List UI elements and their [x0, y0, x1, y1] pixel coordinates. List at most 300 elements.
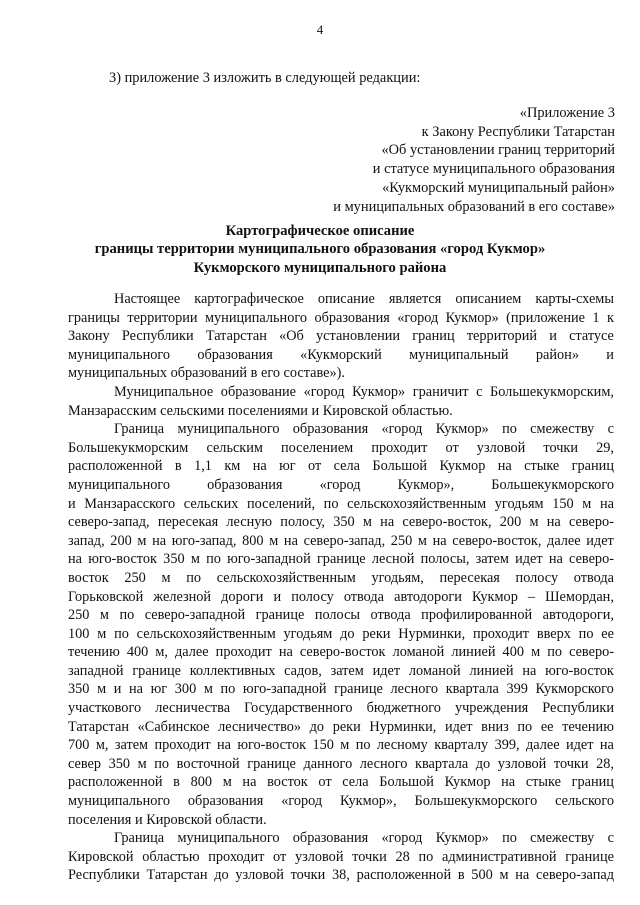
body-word: «город — [381, 421, 423, 438]
body-word: 500 — [471, 867, 493, 884]
body-word: от — [308, 458, 322, 475]
body-word: муниципального — [68, 793, 171, 810]
body-word: Граница — [114, 421, 165, 438]
body-word: образования — [314, 309, 390, 326]
document-title — [0, 222, 640, 277]
body-word: автодороги — [394, 588, 462, 605]
body-line — [68, 588, 614, 607]
body-word: «Сабинское — [137, 718, 210, 735]
body-word: отвода — [573, 569, 614, 586]
body-word: далее — [547, 532, 581, 549]
body-word: к — [606, 309, 614, 326]
body-word: до — [309, 718, 325, 735]
body-word: стыке — [525, 774, 561, 791]
body-word: пересекая — [157, 514, 219, 531]
body-word: 250 — [68, 607, 90, 624]
body-word: полосы — [314, 607, 361, 624]
body-word: автодороги, — [542, 607, 614, 624]
body-word: северо- — [568, 514, 614, 531]
body-word: 1 — [592, 309, 600, 326]
body-word: м — [529, 514, 539, 531]
body-word: вниз — [481, 718, 509, 735]
body-word: сельскими — [160, 402, 228, 419]
body-line — [68, 495, 614, 514]
body-word: течению — [562, 718, 614, 735]
body-word: кварталу — [434, 737, 489, 754]
body-word: по — [517, 718, 533, 735]
body-line — [68, 309, 614, 328]
body-word: расположенной — [68, 774, 163, 791]
body-word: на — [599, 737, 614, 754]
body-line — [68, 773, 614, 792]
body-line — [68, 755, 614, 774]
body-word: затем — [114, 737, 149, 754]
body-word: образование — [220, 383, 296, 400]
body-word: Кукмор», — [397, 476, 455, 493]
body-word: образования — [207, 476, 283, 493]
body-word: полосу — [291, 588, 334, 605]
body-word: север — [68, 755, 102, 772]
body-word: муниципального — [177, 830, 280, 847]
body-word: 350 — [333, 514, 355, 531]
body-word: образования — [292, 421, 369, 438]
body-word: на — [599, 495, 614, 512]
body-word: северо-запад, — [68, 514, 150, 531]
body-word: ее — [540, 718, 554, 735]
body-word: 399, — [494, 737, 520, 754]
body-word: сельскохозяйственным — [136, 625, 276, 642]
body-word: 350 — [163, 551, 185, 568]
body-word: 400 — [502, 644, 524, 661]
body-word: «Кукморский — [300, 346, 382, 363]
body-word: расположенной — [68, 458, 163, 475]
body-word: «город — [381, 830, 423, 847]
body-word: и — [311, 402, 323, 419]
body-word: Кукмор» — [445, 309, 499, 326]
body-word: 100 — [68, 625, 90, 642]
body-word: границе — [565, 848, 614, 865]
body-word: северо-запад — [535, 867, 614, 884]
body-word: и — [606, 346, 614, 363]
body-word: 350 — [68, 681, 90, 698]
body-word: Граница — [114, 830, 165, 847]
body-word: юго-восток — [237, 737, 307, 754]
body-word: по — [323, 495, 339, 512]
body-word: запад, — [68, 532, 105, 549]
body-word: данного — [303, 755, 353, 772]
body-word: муниципального — [177, 421, 280, 438]
body-word: территории — [127, 309, 198, 326]
body-word: проходит — [154, 737, 211, 754]
body-word: является — [388, 291, 442, 307]
body-word: границе — [316, 551, 366, 568]
body-line — [68, 792, 614, 811]
body-word: образования — [197, 346, 273, 363]
body-word: описанием — [455, 291, 522, 307]
body-word: реки — [332, 718, 361, 735]
body-word: 399 — [506, 681, 528, 698]
body-word: западной — [68, 662, 124, 679]
body-word: юг — [279, 458, 296, 475]
body-line — [68, 550, 614, 569]
body-word: с — [476, 383, 483, 400]
body-word: сельского — [555, 793, 614, 810]
body-line — [68, 327, 614, 346]
body-word: по — [206, 551, 221, 568]
body-word: в — [173, 774, 180, 791]
body-word: северо-восток, — [452, 532, 542, 549]
body-line — [68, 346, 614, 365]
body-word: 29, — [596, 439, 614, 456]
body-word: коллективных — [189, 662, 276, 679]
body-word: Государственного — [244, 700, 353, 717]
body-word: узловой — [294, 848, 344, 865]
title-line: Кукморского муниципального района — [193, 259, 447, 276]
body-text — [68, 290, 614, 885]
body-word: м, — [155, 644, 168, 661]
body-word: м, — [95, 737, 109, 754]
body-word: Большой — [372, 458, 428, 475]
body-line — [68, 420, 614, 439]
body-word: 800 — [242, 532, 264, 549]
body-word: узловой — [235, 867, 284, 884]
body-word: Татарстан — [146, 867, 208, 884]
body-word: угодьям — [283, 625, 333, 642]
body-word: ее — [601, 625, 614, 642]
body-word: до — [214, 867, 229, 884]
body-word: по — [114, 625, 129, 642]
body-word: по — [355, 737, 371, 754]
body-word: муниципальный — [409, 346, 509, 363]
body-line — [68, 457, 614, 476]
body-word: восток — [68, 569, 109, 586]
body-word: Закону — [68, 328, 110, 345]
body-word: и — [68, 495, 76, 512]
body-word: лесничество» — [218, 718, 302, 735]
body-word: муниципального — [68, 346, 171, 363]
body-word: северо-восток — [299, 644, 386, 661]
body-word: 150 — [312, 737, 334, 754]
body-word: 400 — [126, 644, 149, 661]
body-word: идет — [586, 532, 614, 549]
body-word: Татарстан — [205, 328, 267, 345]
body-word: Муниципальное — [114, 383, 214, 400]
body-word: ломаной — [392, 644, 445, 661]
body-word: карты-схемы — [535, 291, 614, 307]
body-word: Большекукморским, — [490, 383, 614, 400]
body-word: идет — [565, 737, 594, 754]
body-word: Кукмор — [444, 774, 491, 791]
body-word: м — [362, 514, 372, 531]
body-word: «город — [303, 383, 345, 400]
body-word: проходит — [208, 848, 265, 865]
body-word: юго-восток — [88, 551, 157, 568]
body-word: границ — [571, 774, 614, 791]
body-word: юго-восток — [545, 662, 614, 679]
body-word: граничит — [412, 383, 469, 400]
body-word: реки — [362, 625, 391, 642]
body-word: юго-западной — [227, 551, 311, 568]
body-word: м — [97, 625, 107, 642]
body-word: 300 — [174, 681, 197, 698]
body-word: на — [522, 662, 537, 679]
body-word: области. — [215, 811, 267, 828]
body-word: на — [68, 551, 82, 568]
body-word: Кукмор» — [352, 383, 406, 400]
body-word: Республики — [542, 700, 614, 717]
body-line — [68, 606, 614, 625]
body-word: смежеству — [530, 421, 595, 438]
body-word: лесному — [376, 737, 428, 754]
body-line — [68, 866, 614, 885]
intro-line: 3) приложение 3 изложить в следующей редакции: — [109, 70, 421, 86]
body-word: картографическое — [194, 291, 304, 307]
body-word: территорий — [466, 328, 538, 345]
body-word: идет — [515, 551, 543, 568]
body-word: линией — [469, 662, 514, 679]
body-word: лесную — [226, 514, 273, 531]
body-word: на — [380, 514, 395, 531]
body-word: «город — [319, 476, 361, 493]
body-word: с — [607, 830, 614, 847]
body-word: Большекукморского — [491, 476, 614, 493]
body-word: северо-восток, — [402, 514, 492, 531]
body-word: по — [502, 830, 517, 847]
body-line — [68, 829, 614, 848]
body-word: далее — [525, 737, 560, 754]
body-word: 38, — [331, 867, 350, 884]
body-word: муниципального — [68, 476, 171, 493]
body-word: по — [418, 848, 434, 865]
body-word: по — [186, 569, 202, 586]
body-word: областью — [142, 848, 200, 865]
body-word: полосы, — [420, 551, 470, 568]
body-word: м — [269, 532, 279, 549]
body-word: бюджетного — [366, 700, 441, 717]
body-word: на — [216, 737, 231, 754]
appendix-line: «Приложение 3 — [519, 105, 615, 121]
body-word: в — [174, 458, 182, 475]
body-word: и — [113, 681, 122, 698]
body-word: точки — [290, 867, 326, 884]
body-word: м — [99, 607, 109, 624]
body-word: точки — [352, 848, 387, 865]
body-word: по — [220, 681, 236, 698]
body-word: лесного — [359, 755, 408, 772]
body-word: составе»). — [283, 365, 346, 382]
body-word: в — [457, 867, 465, 884]
body-word: узловой — [497, 755, 547, 772]
body-word: учреждения — [454, 700, 529, 717]
body-word: м — [340, 737, 350, 754]
body-word: – — [527, 588, 536, 605]
body-line — [68, 718, 614, 737]
body-word: 700 — [68, 737, 90, 754]
body-word: и — [134, 811, 147, 828]
body-word: смежеству — [530, 830, 595, 847]
body-word: сельскохозяйственным — [216, 569, 356, 586]
body-word: Нурминки, — [398, 625, 466, 642]
body-word: на — [546, 514, 561, 531]
body-word: северо- — [569, 551, 614, 568]
appendix-line: и статусе муниципального образования — [372, 161, 615, 178]
body-word: 150 — [552, 495, 574, 512]
body-word: границ — [412, 328, 455, 345]
body-word: образования — [187, 793, 264, 810]
body-word: Кукмор», — [340, 793, 397, 810]
body-word: на — [515, 867, 530, 884]
body-word: Шемордан, — [545, 588, 614, 605]
body-word: 250 — [124, 569, 146, 586]
body-word: на — [548, 551, 563, 568]
body-word: северо-запад, — [303, 532, 386, 549]
body-line — [68, 476, 614, 495]
body-word: м — [499, 867, 509, 884]
appendix-line: «Об установлении границ территорий — [381, 142, 615, 159]
body-word: его — [260, 365, 284, 382]
body-word: м — [137, 755, 147, 772]
body-word: садов, — [284, 662, 322, 679]
body-word: описание — [317, 291, 375, 307]
body-word: лесничества — [155, 700, 231, 717]
body-word: Кировской — [68, 848, 134, 865]
body-word: м — [222, 774, 232, 791]
body-word: муниципальных — [68, 365, 171, 382]
body-word: профилированной — [421, 607, 533, 624]
body-word: узловой — [476, 439, 526, 456]
body-word: «Об — [279, 328, 304, 345]
body-word: квартала — [415, 755, 469, 772]
body-word: железной — [153, 588, 212, 605]
body-word: юго-запад, — [171, 532, 237, 549]
body-word: Республики — [121, 328, 194, 345]
body-line — [68, 811, 614, 830]
body-word: на — [242, 774, 257, 791]
body-word: образования — [292, 830, 369, 847]
body-word: села — [333, 458, 361, 475]
body-word: на — [497, 458, 512, 475]
body-word: от — [318, 774, 332, 791]
body-word: отвода — [343, 588, 385, 605]
body-line — [68, 439, 614, 458]
body-word: на — [501, 774, 516, 791]
body-word: проходит — [215, 644, 272, 661]
body-word: на — [432, 532, 447, 549]
body-word: полосу, — [280, 514, 325, 531]
body-word: (приложение — [506, 309, 585, 326]
body-word: статусе — [569, 328, 614, 345]
body-word: расположенной — [356, 867, 452, 884]
body-word: Манзарасским — [68, 402, 161, 419]
body-line — [68, 532, 614, 551]
body-word: угодьям — [494, 495, 544, 512]
body-word: и — [273, 588, 282, 605]
body-word: от — [445, 439, 459, 456]
body-line — [68, 625, 614, 644]
body-word: с — [607, 421, 614, 438]
body-word: Манзарасского — [84, 495, 176, 512]
appendix-header — [333, 104, 615, 216]
body-line — [68, 680, 614, 699]
body-word: Кукмор» — [435, 830, 489, 847]
body-word: северо- — [569, 644, 614, 661]
body-word: 1,1 — [194, 458, 212, 475]
appendix-line: к Закону Республики Татарстан — [421, 123, 615, 140]
body-word: квартала — [445, 681, 499, 698]
body-word: и — [549, 328, 557, 345]
body-word: поселения — [68, 811, 135, 828]
page-number: 4 — [316, 22, 324, 37]
body-word: 28 — [395, 848, 410, 865]
body-word: восток — [267, 774, 308, 791]
title-line: границы территории муниципального образования «город Кукмор» — [94, 241, 546, 258]
body-line — [68, 383, 614, 402]
body-word: Большой — [379, 774, 434, 791]
body-word: м — [97, 681, 107, 698]
body-word: на — [278, 644, 293, 661]
body-word: по — [502, 421, 517, 438]
body-line — [68, 699, 614, 718]
body-word: м — [190, 551, 200, 568]
body-word: 350 — [108, 755, 131, 772]
body-word: границе — [132, 662, 181, 679]
body-word: сельских — [183, 495, 239, 512]
body-word: м — [417, 532, 427, 549]
body-word: Кировской — [146, 811, 216, 828]
body-word: 800 — [190, 774, 213, 791]
body-word: по — [578, 625, 594, 642]
body-word: на — [252, 458, 267, 475]
body-word: Настоящее — [114, 291, 181, 307]
body-word: м — [137, 532, 147, 549]
body-word: км — [224, 458, 241, 475]
body-word: стыке — [524, 458, 560, 475]
body-word: вверх — [536, 625, 571, 642]
body-word: границе — [247, 755, 296, 772]
body-word: образований — [170, 365, 251, 382]
body-word: «город — [281, 793, 323, 810]
body-word: точки — [543, 439, 579, 456]
body-line — [68, 736, 614, 755]
body-word: установлении — [316, 328, 401, 345]
body-word: на — [283, 532, 298, 549]
body-word: юго-западной — [242, 681, 327, 698]
body-line — [68, 848, 614, 867]
body-word: 250 — [390, 532, 413, 549]
body-word: линией — [451, 644, 496, 661]
body-line — [68, 290, 614, 309]
body-word: границе — [334, 681, 383, 698]
body-word: затем — [330, 662, 364, 679]
body-word: восточной — [176, 755, 240, 772]
body-word: поселением — [281, 439, 354, 456]
body-word: точки — [553, 755, 589, 772]
body-word: до — [340, 625, 355, 642]
body-word: границы — [68, 309, 120, 326]
body-word: на — [152, 532, 167, 549]
body-word: Кукмор — [471, 588, 518, 605]
body-word: пересекая — [439, 569, 500, 586]
body-word: «город — [397, 309, 439, 326]
body-word: 28, — [596, 755, 614, 772]
body-word: по — [547, 644, 562, 661]
body-word: юг — [150, 681, 168, 698]
body-line — [68, 513, 614, 532]
body-word: Кукмор — [439, 458, 486, 475]
body-word: полосу — [515, 569, 559, 586]
body-word: участкового — [68, 700, 142, 717]
body-word: административной — [441, 848, 557, 865]
